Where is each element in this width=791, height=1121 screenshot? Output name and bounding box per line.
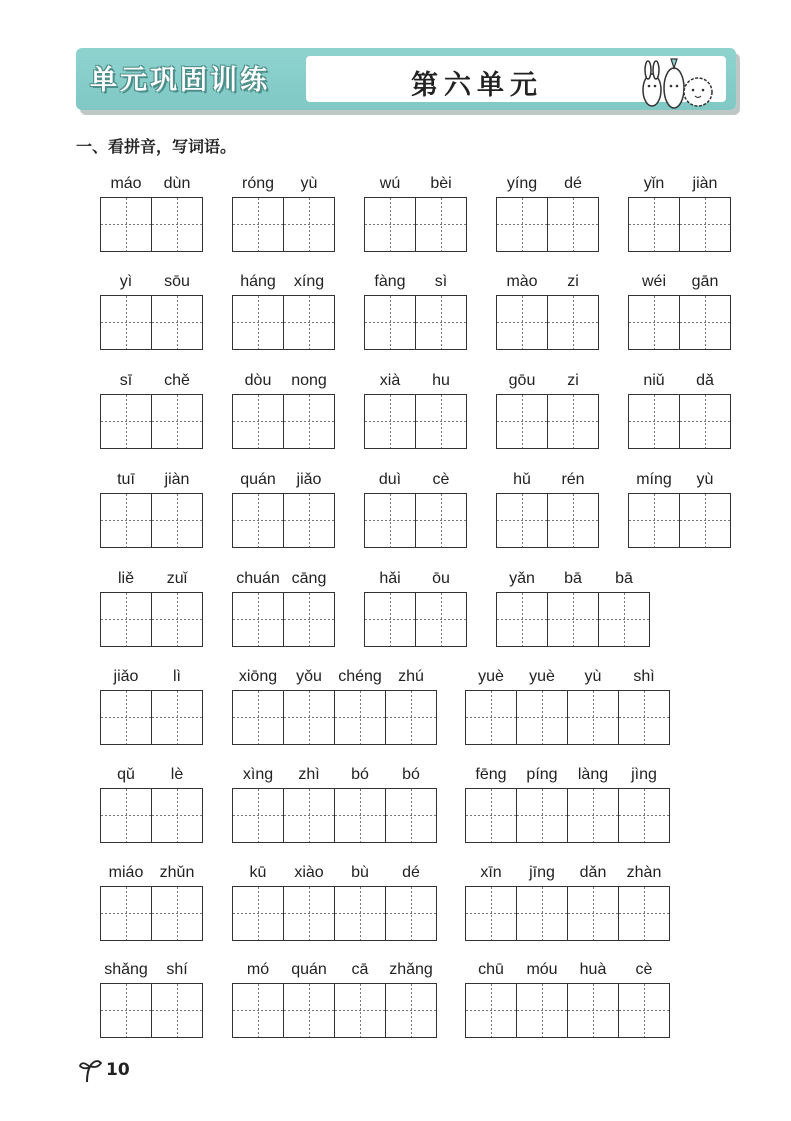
word-item	[465, 864, 670, 941]
pinyin-syllable: háng	[240, 273, 276, 290]
writing-cell[interactable]	[416, 494, 466, 547]
pinyin-syllable: jìng	[631, 766, 657, 783]
writing-cell[interactable]	[416, 198, 466, 251]
writing-cell[interactable]	[548, 593, 599, 646]
pinyin-syllable: xìng	[242, 766, 274, 783]
writing-cell[interactable]	[497, 593, 548, 646]
pinyin-line	[232, 668, 437, 690]
pinyin-syllable: dǎ	[696, 372, 714, 389]
pinyin-syllable: chuán	[236, 570, 280, 587]
word-item	[232, 766, 437, 843]
tianzige-boxes[interactable]	[100, 493, 203, 548]
pinyin-syllable: dé	[564, 175, 582, 192]
tianzige-boxes[interactable]	[100, 197, 203, 252]
pinyin-syllable: bó	[402, 766, 420, 783]
pinyin-syllable: zhì	[298, 766, 320, 783]
writing-cell[interactable]	[233, 887, 284, 940]
pinyin-line	[496, 570, 650, 592]
word-item	[100, 570, 203, 647]
word-item	[465, 668, 670, 745]
pinyin-syllable: fēng	[475, 766, 507, 783]
pinyin-syllable: máo	[110, 175, 142, 192]
writing-cell[interactable]	[284, 296, 334, 349]
pinyin-line	[100, 766, 203, 788]
pinyin-syllable: bā	[615, 570, 633, 587]
word-item	[100, 273, 203, 350]
pinyin-line	[232, 570, 335, 592]
tianzige-boxes[interactable]	[232, 690, 437, 745]
writing-cell[interactable]	[568, 789, 619, 842]
tianzige-boxes[interactable]	[232, 394, 335, 449]
pinyin-syllable: miáo	[108, 864, 144, 881]
pinyin-line	[100, 273, 203, 295]
pinyin-syllable: gōu	[508, 372, 536, 389]
writing-cell[interactable]	[152, 789, 202, 842]
pinyin-syllable: dòu	[244, 372, 272, 389]
pinyin-line	[496, 471, 599, 493]
writing-cell[interactable]	[284, 494, 334, 547]
tianzige-boxes[interactable]	[628, 394, 731, 449]
writing-cell[interactable]	[335, 887, 386, 940]
unit-title: 第六单元	[411, 70, 543, 101]
pinyin-syllable: yù	[696, 471, 714, 488]
pinyin-line	[100, 471, 203, 493]
word-item	[496, 175, 599, 252]
writing-cell[interactable]	[101, 395, 152, 448]
word-item	[232, 372, 335, 449]
pinyin-syllable: tuī	[117, 471, 135, 488]
tianzige-boxes[interactable]	[628, 295, 731, 350]
tianzige-boxes[interactable]	[364, 394, 467, 449]
pinyin-syllable: dǎn	[579, 864, 607, 881]
tianzige-boxes[interactable]	[100, 690, 203, 745]
writing-cell[interactable]	[101, 494, 152, 547]
pinyin-syllable: jiàn	[164, 471, 190, 488]
pinyin-line	[100, 175, 203, 197]
tianzige-boxes[interactable]	[232, 197, 335, 252]
pinyin-syllable: jiǎo	[296, 471, 322, 488]
writing-cell[interactable]	[416, 296, 466, 349]
writing-cell[interactable]	[101, 887, 152, 940]
writing-cell[interactable]	[619, 789, 669, 842]
pinyin-line	[364, 570, 467, 592]
pinyin-syllable: fàng	[374, 273, 406, 290]
pinyin-line	[100, 668, 203, 690]
pinyin-line	[628, 471, 731, 493]
writing-cell[interactable]	[233, 691, 284, 744]
writing-cell[interactable]	[101, 691, 152, 744]
pinyin-syllable: jīng	[529, 864, 555, 881]
writing-cell[interactable]	[416, 395, 466, 448]
writing-cell[interactable]	[101, 789, 152, 842]
writing-cell[interactable]	[680, 296, 730, 349]
writing-cell[interactable]	[599, 593, 649, 646]
writing-cell[interactable]	[365, 296, 416, 349]
writing-cell[interactable]	[466, 789, 517, 842]
writing-cell[interactable]	[629, 198, 680, 251]
writing-cell[interactable]	[619, 887, 669, 940]
writing-cell[interactable]	[101, 984, 152, 1037]
pinyin-syllable: yuè	[478, 668, 504, 685]
writing-cell[interactable]	[466, 691, 517, 744]
pinyin-syllable: liě	[117, 570, 134, 587]
tianzige-boxes[interactable]	[364, 592, 467, 647]
pinyin-syllable: bèi	[430, 175, 452, 192]
tianzige-boxes[interactable]	[100, 886, 203, 941]
word-item	[232, 668, 437, 745]
tianzige-boxes[interactable]	[232, 295, 335, 350]
pinyin-syllable: zi	[567, 372, 579, 389]
writing-cell[interactable]	[497, 494, 548, 547]
word-item	[232, 961, 437, 1038]
tianzige-boxes[interactable]	[496, 493, 599, 548]
pinyin-syllable: duì	[378, 471, 402, 488]
writing-cell[interactable]	[152, 296, 202, 349]
pinyin-line	[496, 372, 599, 394]
pinyin-syllable: yǎn	[509, 570, 535, 587]
tianzige-boxes[interactable]	[496, 592, 650, 647]
word-item	[628, 175, 731, 252]
writing-cell[interactable]	[680, 395, 730, 448]
pinyin-syllable: yì	[119, 273, 133, 290]
word-item	[100, 175, 203, 252]
pinyin-line	[628, 372, 731, 394]
tianzige-boxes[interactable]	[496, 197, 599, 252]
tianzige-boxes[interactable]	[100, 295, 203, 350]
writing-cell[interactable]	[568, 691, 619, 744]
pinyin-syllable: cè	[635, 961, 653, 978]
tianzige-boxes[interactable]	[232, 886, 437, 941]
pinyin-syllable: yǒu	[296, 668, 322, 685]
pinyin-line	[100, 864, 203, 886]
writing-cell[interactable]	[548, 395, 598, 448]
word-item	[496, 372, 599, 449]
writing-cell[interactable]	[152, 691, 202, 744]
pinyin-syllable: shì	[633, 668, 655, 685]
writing-cell[interactable]	[284, 789, 335, 842]
writing-cell[interactable]	[568, 984, 619, 1037]
writing-cell[interactable]	[386, 887, 436, 940]
writing-cell[interactable]	[680, 494, 730, 547]
writing-cell[interactable]	[233, 296, 284, 349]
word-item	[364, 570, 467, 647]
writing-cell[interactable]	[365, 494, 416, 547]
writing-cell[interactable]	[629, 296, 680, 349]
tianzige-boxes[interactable]	[100, 788, 203, 843]
tianzige-boxes[interactable]	[465, 690, 670, 745]
tianzige-boxes[interactable]	[628, 197, 731, 252]
pinyin-syllable: quán	[240, 471, 276, 488]
pinyin-syllable: dé	[402, 864, 420, 881]
tianzige-boxes[interactable]	[232, 983, 437, 1038]
writing-cell[interactable]	[568, 887, 619, 940]
pinyin-syllable: dùn	[163, 175, 191, 192]
pinyin-line	[465, 668, 670, 690]
writing-cell[interactable]	[548, 296, 598, 349]
writing-cell[interactable]	[284, 395, 334, 448]
pinyin-syllable: hǎi	[379, 570, 401, 587]
pinyin-syllable: lè	[170, 766, 184, 783]
word-item	[496, 273, 599, 350]
word-item	[628, 471, 731, 548]
pinyin-line	[232, 766, 437, 788]
word-item	[232, 273, 335, 350]
word-item	[232, 471, 335, 548]
writing-cell[interactable]	[284, 593, 334, 646]
writing-cell[interactable]	[365, 593, 416, 646]
pinyin-line	[364, 471, 467, 493]
pinyin-syllable: jiàn	[692, 175, 718, 192]
pinyin-syllable: nong	[291, 372, 327, 389]
word-item	[100, 668, 203, 745]
writing-cell[interactable]	[233, 593, 284, 646]
writing-cell[interactable]	[497, 395, 548, 448]
writing-cell[interactable]	[335, 984, 386, 1037]
writing-cell[interactable]	[466, 887, 517, 940]
pinyin-syllable: xiào	[294, 864, 324, 881]
writing-cell[interactable]	[233, 789, 284, 842]
pinyin-line	[496, 273, 599, 295]
page-number: 10	[106, 1060, 130, 1080]
pinyin-syllable: bù	[351, 864, 369, 881]
pinyin-line	[364, 175, 467, 197]
pinyin-syllable: gān	[691, 273, 719, 290]
pinyin-syllable: píng	[526, 766, 558, 783]
writing-cell[interactable]	[284, 887, 335, 940]
pinyin-syllable: huà	[579, 961, 607, 978]
word-item	[100, 961, 203, 1038]
pinyin-line	[232, 961, 437, 983]
writing-cell[interactable]	[152, 887, 202, 940]
tianzige-boxes[interactable]	[232, 493, 335, 548]
word-item	[364, 273, 467, 350]
section-title: 单元巩固训练	[90, 65, 270, 96]
pinyin-syllable: yù	[300, 175, 318, 192]
pinyin-syllable: làng	[577, 766, 609, 783]
writing-cell[interactable]	[365, 395, 416, 448]
pinyin-syllable: xià	[379, 372, 401, 389]
pinyin-syllable: lì	[173, 668, 181, 685]
writing-cell[interactable]	[517, 887, 568, 940]
pinyin-syllable: cāng	[291, 570, 327, 587]
word-item	[628, 273, 731, 350]
writing-cell[interactable]	[365, 198, 416, 251]
pinyin-line	[465, 864, 670, 886]
tianzige-boxes[interactable]	[232, 788, 437, 843]
tianzige-boxes[interactable]	[628, 493, 731, 548]
pinyin-line	[232, 471, 335, 493]
writing-cell[interactable]	[548, 198, 598, 251]
pinyin-syllable: ōu	[432, 570, 450, 587]
pinyin-syllable: zhǔn	[159, 864, 195, 881]
mascot-icon	[638, 54, 718, 116]
pinyin-syllable: hu	[432, 372, 450, 389]
pinyin-line	[364, 273, 467, 295]
pinyin-syllable: róng	[241, 175, 275, 192]
pinyin-line	[232, 175, 335, 197]
writing-cell[interactable]	[233, 494, 284, 547]
pinyin-syllable: xiōng	[238, 668, 278, 685]
word-item	[232, 175, 335, 252]
tianzige-boxes[interactable]	[364, 493, 467, 548]
tianzige-boxes[interactable]	[496, 295, 599, 350]
pinyin-line	[628, 273, 731, 295]
pinyin-syllable: chě	[164, 372, 190, 389]
pinyin-syllable: cā	[351, 961, 369, 978]
writing-cell[interactable]	[101, 296, 152, 349]
pinyin-syllable: quán	[291, 961, 327, 978]
pinyin-line	[364, 372, 467, 394]
pinyin-syllable: míng	[636, 471, 672, 488]
pinyin-syllable: wéi	[641, 273, 666, 290]
writing-cell[interactable]	[335, 789, 386, 842]
pinyin-syllable: móu	[526, 961, 558, 978]
writing-cell[interactable]	[386, 691, 436, 744]
writing-cell[interactable]	[416, 593, 466, 646]
writing-cell[interactable]	[101, 593, 152, 646]
tianzige-boxes[interactable]	[364, 197, 467, 252]
writing-cell[interactable]	[284, 691, 335, 744]
pinyin-line	[628, 175, 731, 197]
writing-cell[interactable]	[335, 691, 386, 744]
writing-cell[interactable]	[233, 984, 284, 1037]
word-item	[496, 570, 650, 647]
pinyin-syllable: zhú	[398, 668, 424, 685]
pinyin-syllable: jiǎo	[113, 668, 139, 685]
pinyin-line	[465, 766, 670, 788]
pinyin-syllable: yǐn	[643, 175, 665, 192]
pinyin-syllable: bó	[351, 766, 369, 783]
tianzige-boxes[interactable]	[465, 788, 670, 843]
pinyin-syllable: shí	[166, 961, 188, 978]
writing-cell[interactable]	[233, 395, 284, 448]
writing-cell[interactable]	[629, 395, 680, 448]
word-item	[100, 864, 203, 941]
word-item	[364, 372, 467, 449]
pinyin-line	[465, 961, 670, 983]
tianzige-boxes[interactable]	[364, 295, 467, 350]
word-item	[100, 372, 203, 449]
pinyin-line	[232, 864, 437, 886]
pinyin-syllable: chéng	[338, 668, 382, 685]
word-item	[364, 471, 467, 548]
pinyin-syllable: kū	[249, 864, 267, 881]
writing-cell[interactable]	[629, 494, 680, 547]
writing-cell[interactable]	[680, 198, 730, 251]
writing-cell[interactable]	[517, 984, 568, 1037]
writing-cell[interactable]	[497, 198, 548, 251]
pinyin-syllable: sì	[434, 273, 448, 290]
pinyin-line	[100, 961, 203, 983]
pinyin-syllable: mó	[246, 961, 270, 978]
pinyin-syllable: xíng	[293, 273, 325, 290]
pinyin-syllable: qǔ	[117, 766, 135, 783]
pinyin-syllable: xīn	[480, 864, 502, 881]
writing-cell[interactable]	[386, 984, 436, 1037]
writing-cell[interactable]	[386, 789, 436, 842]
pinyin-syllable: chū	[478, 961, 504, 978]
tianzige-boxes[interactable]	[100, 592, 203, 647]
sprout-icon	[78, 1058, 104, 1088]
pinyin-line	[100, 372, 203, 394]
writing-cell[interactable]	[152, 593, 202, 646]
writing-cell[interactable]	[152, 494, 202, 547]
pinyin-syllable: mào	[506, 273, 538, 290]
tianzige-boxes[interactable]	[496, 394, 599, 449]
instruction: 一、看拼音，写词语。	[76, 137, 237, 156]
pinyin-syllable: rén	[561, 471, 585, 488]
tianzige-boxes[interactable]	[465, 886, 670, 941]
pinyin-syllable: zhǎng	[389, 961, 433, 978]
word-item	[100, 471, 203, 548]
pinyin-line	[232, 273, 335, 295]
writing-cell[interactable]	[152, 198, 202, 251]
word-item	[232, 864, 437, 941]
pinyin-syllable: shǎng	[104, 961, 148, 978]
tianzige-boxes[interactable]	[100, 983, 203, 1038]
pinyin-syllable: niǔ	[643, 372, 665, 389]
writing-cell[interactable]	[466, 984, 517, 1037]
writing-cell[interactable]	[619, 984, 669, 1037]
pinyin-line	[496, 175, 599, 197]
word-item	[364, 175, 467, 252]
pinyin-line	[100, 570, 203, 592]
writing-cell[interactable]	[284, 984, 335, 1037]
header-banner	[76, 48, 736, 110]
pinyin-syllable: bā	[564, 570, 582, 587]
word-item	[465, 961, 670, 1038]
writing-cell[interactable]	[101, 198, 152, 251]
word-item	[100, 766, 203, 843]
writing-cell[interactable]	[284, 198, 334, 251]
unit-title-box	[306, 56, 726, 102]
writing-cell[interactable]	[619, 691, 669, 744]
pinyin-syllable: sōu	[164, 273, 190, 290]
tianzige-boxes[interactable]	[100, 394, 203, 449]
writing-cell[interactable]	[517, 789, 568, 842]
pinyin-syllable: zi	[567, 273, 579, 290]
writing-cell[interactable]	[152, 984, 202, 1037]
word-item	[628, 372, 731, 449]
writing-cell[interactable]	[497, 296, 548, 349]
pinyin-syllable: zuǐ	[166, 570, 188, 587]
pinyin-syllable: cè	[432, 471, 450, 488]
pinyin-syllable: zhàn	[626, 864, 662, 881]
pinyin-syllable: wú	[379, 175, 401, 192]
pinyin-syllable: yíng	[506, 175, 538, 192]
word-item	[465, 766, 670, 843]
pinyin-syllable: yù	[584, 668, 602, 685]
writing-cell[interactable]	[517, 691, 568, 744]
writing-cell[interactable]	[233, 198, 284, 251]
pinyin-syllable: yuè	[529, 668, 555, 685]
pinyin-line	[232, 372, 335, 394]
word-item	[232, 570, 335, 647]
tianzige-boxes[interactable]	[465, 983, 670, 1038]
pinyin-syllable: sī	[119, 372, 133, 389]
pinyin-syllable: hǔ	[513, 471, 531, 488]
word-item	[496, 471, 599, 548]
writing-cell[interactable]	[152, 395, 202, 448]
tianzige-boxes[interactable]	[232, 592, 335, 647]
writing-cell[interactable]	[548, 494, 598, 547]
